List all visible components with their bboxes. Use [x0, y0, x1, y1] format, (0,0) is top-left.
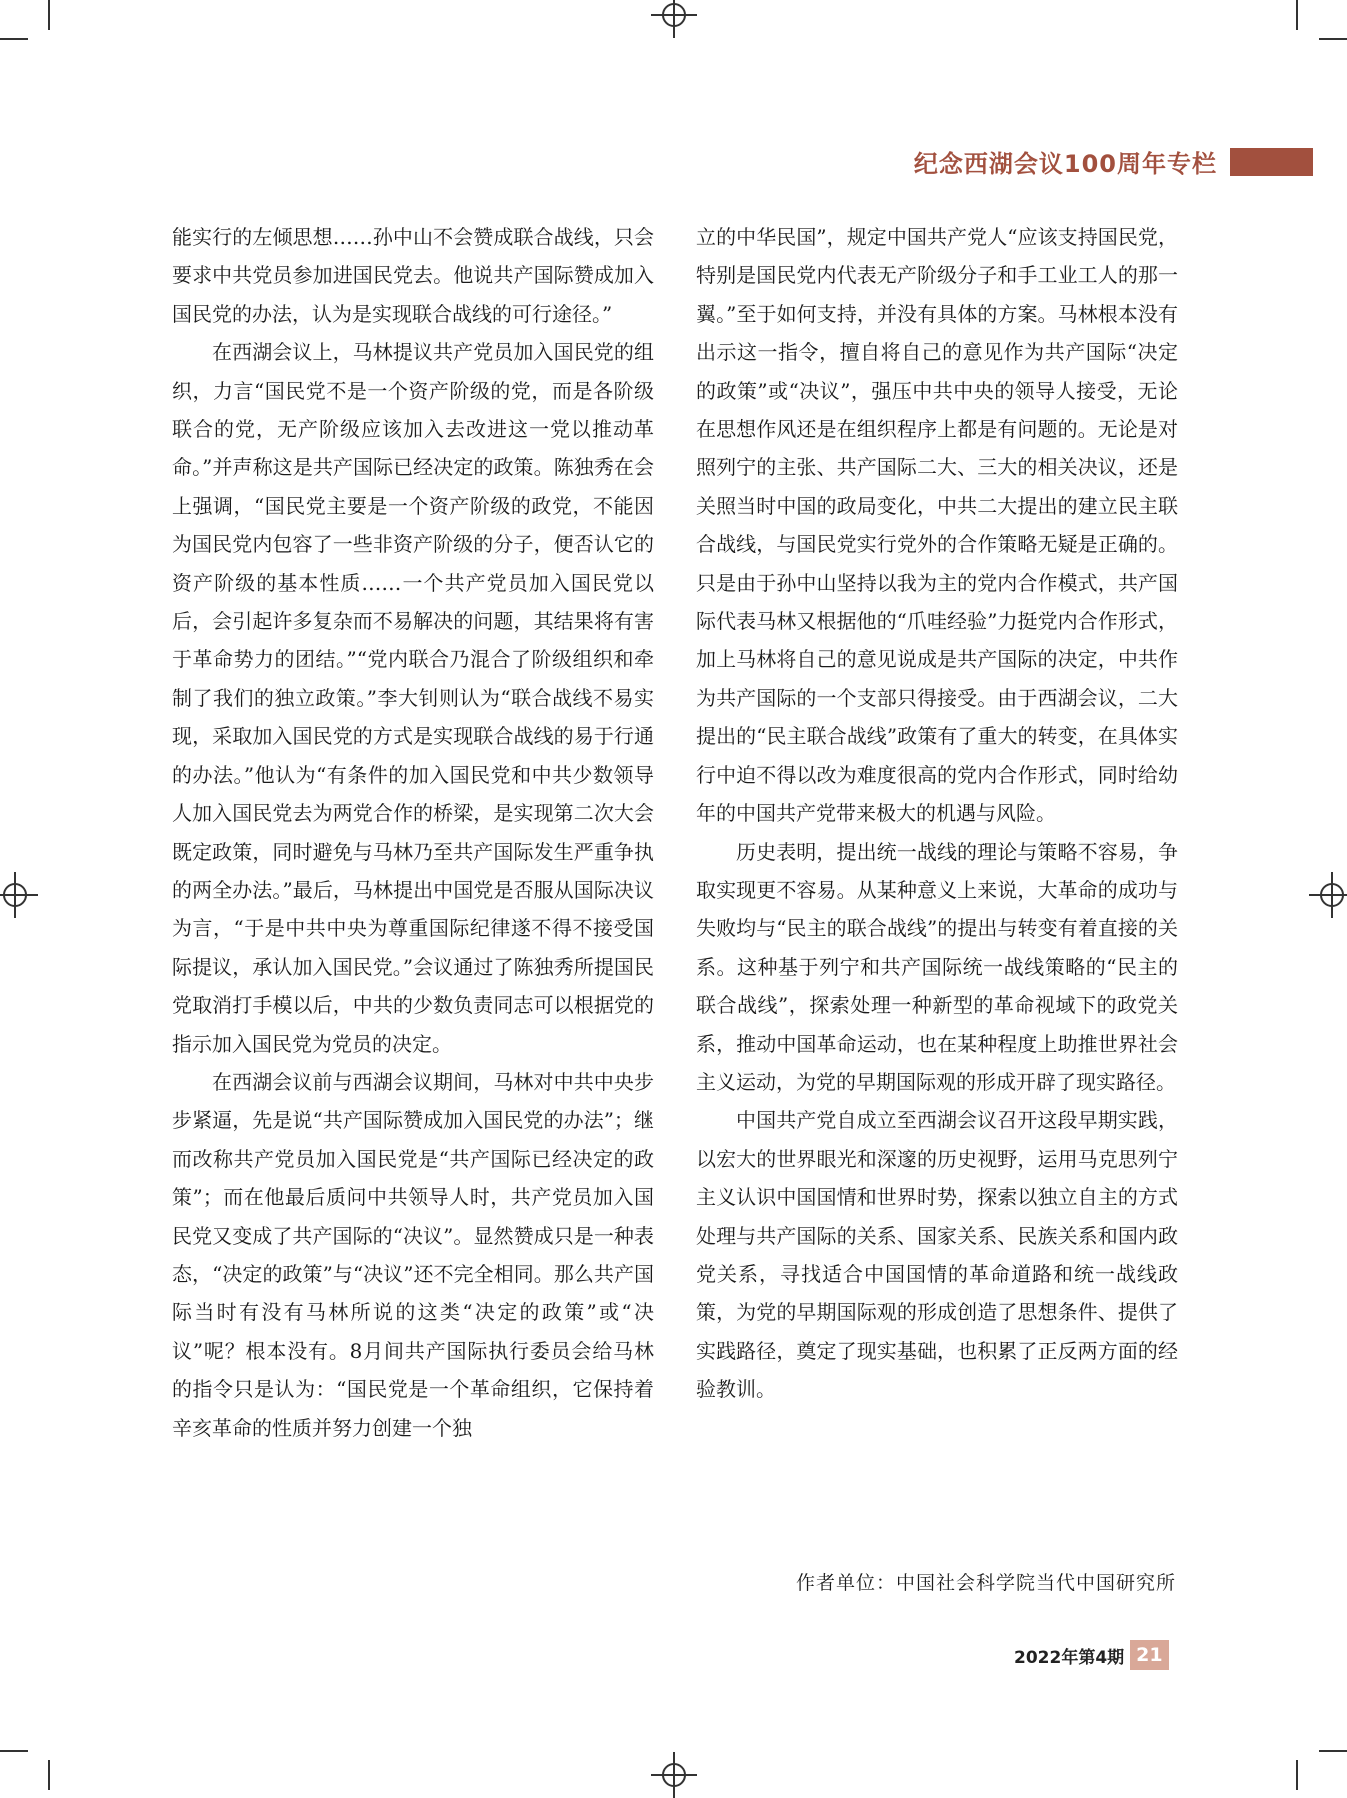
page-number: 21: [1130, 1640, 1168, 1670]
crop-mark: [48, 1760, 50, 1790]
registration-mark-icon: [651, 1752, 697, 1798]
right-column: [696, 218, 1178, 1409]
registration-mark-icon: [1309, 872, 1347, 918]
registration-mark-icon: [0, 872, 38, 918]
paragraph: 能实行的左倾思想……孙中山不会赞成联合战线，只会要求中共党员参加进国民党去。他说共产国际赞成加入国民党的办法，认为是实现联合战线的可行途径。”: [172, 225, 654, 326]
issue-label: 2022年第4期: [1014, 1647, 1125, 1668]
paragraph: 历史表明，提出统一战线的理论与策略不容易，争取实现更不容易。从某种意义上来说，大革命的成功与失败均与“民主的联合战线”的提出与转变有着直接的关系。这种基于列宁和共产国际统一战线策略的“民主的联合战线”，探索处理一种新型的革命视域下的政党关系，推动中国革命运动，也在某种程度上助推世界社会主义运动，为党的早期国际观的形成开辟了现实路径。: [696, 839, 1178, 1094]
paragraph: 立的中华民国”，规定中国共产党人“应该支持国民党，特别是国民党内代表无产阶级分子和手工业工人的那一翼。”至于如何支持，并没有具体的方案。马林根本没有出示这一指令，擅自将自己的意见作为共产国际“决定的政策”或“决议”，强压中共中央的领导人接受，无论在思想作风还是在组织程序上都是有问题的。无论是对照列宁的主张、共产国际二大、三大的相关决议，还是关照当时中国的政局变化，中共二大提出的建立民主联合战线，与国民党实行党外的合作策略无疑是正确的。只是由于孙中山坚持以我为主的党内合作模式，共产国际代表马林又根据他的“爪哇经验”力挺党内合作形式，加上马林将自己的意见说成是共产国际的决定，中共作为共产国际的一个支部只得接受。由于西湖会议，二大提出的“民主联合战线”政策有了重大的转变，在具体实行中迫不得以改为难度很高的党内合作形式，同时给幼年的中国共产党带来极大的机遇与风险。: [696, 225, 1178, 826]
folio: [1014, 1640, 1169, 1670]
header-accent-bar: [1230, 148, 1313, 176]
crop-mark: [48, 0, 50, 30]
crop-mark: [0, 1750, 28, 1752]
crop-mark: [1319, 38, 1347, 40]
paragraph: 在西湖会议前与西湖会议期间，马林对中共中央步步紧逼，先是说“共产国际赞成加入国民党的办法”；继而改称共产党员加入国民党是“共产国际已经决定的政策”；而在他最后质问中共领导人时，共产党员加入国民党又变成了共产国际的“决议”。显然赞成只是一种表态，“决定的政策”与“决议”还不完全相同。那么共产国际当时有没有马林所说的这类“决定的政策”或“决议”呢？根本没有。8月间共产国际执行委员会给马林的指令只是认为：“国民党是一个革命组织，它保持着辛亥革命的性质并努力创建一个独: [172, 1069, 654, 1440]
column-title: 纪念西湖会议100周年专栏: [913, 150, 1217, 178]
crop-mark: [1319, 1750, 1347, 1752]
crop-mark: [0, 38, 28, 40]
registration-mark-icon: [651, 0, 697, 38]
left-column: [172, 218, 654, 1447]
paragraph: 中国共产党自成立至西湖会议召开这段早期实践，以宏大的世界眼光和深邃的历史视野，运用马克思列宁主义认识中国国情和世界时势，探索以独立自主的方式处理与共产国际的关系、国家关系、民族关系和国内政党关系，寻找适合中国国情的革命道路和统一战线政策，为党的早期国际观的形成创造了思想条件、提供了实践路径，奠定了现实基础，也积累了正反两方面的经验教训。: [696, 1108, 1178, 1402]
crop-mark: [1296, 0, 1298, 30]
author-affiliation: 作者单位：中国社会科学院当代中国研究所: [795, 1572, 1176, 1594]
crop-mark: [1296, 1760, 1298, 1790]
paragraph: 在西湖会议上，马林提议共产党员加入国民党的组织，力言“国民党不是一个资产阶级的党，而是各阶级联合的党，无产阶级应该加入去改进这一党以推动革命。”并声称这是共产国际已经决定的政策。陈独秀在会上强调，“国民党主要是一个资产阶级的政党，不能因为国民党内包容了一些非资产阶级的分子，便否认它的资产阶级的基本性质……一个共产党员加入国民党以后，会引起许多复杂而不易解决的问题，其结果将有害于革命势力的团结。”“党内联合乃混合了阶级组织和牵制了我们的独立政策。”李大钊则认为“联合战线不易实现，采取加入国民党的方式是实现联合战线的易于行通的办法。”他认为“有条件的加入国民党和中共少数领导人加入国民党去为两党合作的桥梁，是实现第二次大会既定政策，同时避免与马林乃至共产国际发生严重争执的两全办法。”最后，马林提出中国党是否服从国际决议为言，“于是中共中央为尊重国际纪律遂不得不接受国际提议，承认加入国民党。”会议通过了陈独秀所提国民党取消打手模以后，中共的少数负责同志可以根据党的指示加入国民党为党员的决定。: [172, 340, 654, 1056]
